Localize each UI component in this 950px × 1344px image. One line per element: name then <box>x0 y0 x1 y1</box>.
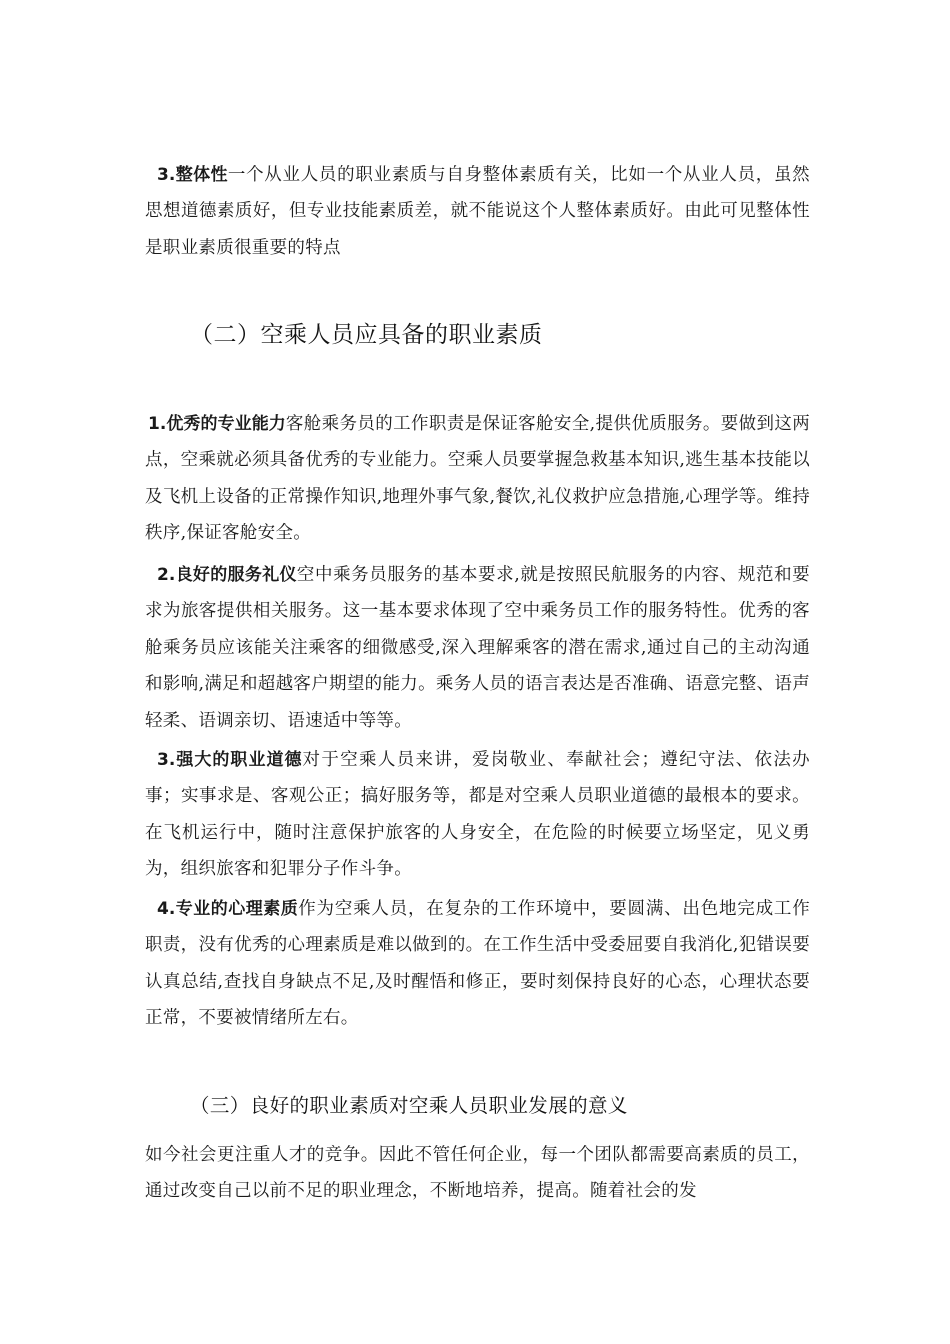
item-text: 空中乘务员服务的基本要求,就是按照民航服务的内容、规范和要求为旅客提供相关服务。这一基本要求体现了空中乘务员工作的服务特性。优秀的客舱乘务员应该能关注乘客的细微感受,深入理解乘客的潜在需求,通过自己的主动沟通和影响,满足和超越客户期望的能力。乘务人员的语言表达是否准确、语意完整、语声轻柔、语调亲切、语速适中等等。 <box>145 565 810 731</box>
item-lead: 2.良好的服务礼仪 <box>157 565 297 585</box>
item-professional-ability <box>145 406 810 552</box>
paragraph-lead: 3.整体性 <box>157 165 228 185</box>
paragraph-last <box>145 1137 810 1210</box>
item-professional-ethics <box>145 742 810 888</box>
item-lead: 4.专业的心理素质 <box>157 899 299 919</box>
item-text: 作为空乘人员，在复杂的工作环境中，要圆满、出色地完成工作职责，没有优秀的心理素质是难以做到的。在工作生活中受委屈要自我消化,犯错误要认真总结,查找自身缺点不足,及时醒悟和修正，要时刻保持良好的心态，心理状态要正常，不要被情绪所左右。 <box>145 899 810 1029</box>
paragraph-integrity <box>145 157 810 266</box>
item-text: 客舱乘务员的工作职责是保证客舱安全,提供优质服务。要做到这两点，空乘就必须具备优秀的专业能力。空乘人员要掌握急救基本知识,逃生基本技能以及飞机上设备的正常操作知识,地理外事气象,餐饮,礼仪救护应急措施,心理学等。维持秩序,保证客舱安全。 <box>145 414 810 544</box>
item-service-etiquette <box>145 557 810 739</box>
section-two-heading: （二）空乘人员应具备的职业素质 <box>190 322 543 348</box>
section-three-heading: （三）良好的职业素质对空乘人员职业发展的意义 <box>190 1094 628 1117</box>
item-text: 对于空乘人员来讲，爱岗敬业、奉献社会；遵纪守法、依法办事；实事求是、客观公正；搞好服务等，都是对空乘人员职业道德的最根本的要求。在飞机运行中，随时注意保护旅客的人身安全，在危险的时候要立场坚定，见义勇为，组织旅客和犯罪分子作斗争。 <box>145 750 810 880</box>
paragraph-text: 一个从业人员的职业素质与自身整体素质有关，比如一个从业人员，虽然思想道德素质好，但专业技能素质差，就不能说这个人整体素质好。由此可见整体性是职业素质很重要的特点 <box>145 165 810 258</box>
item-lead: 3.强大的职业道德 <box>157 750 303 770</box>
item-psychological-quality <box>145 891 810 1037</box>
paragraph-text: 如今社会更注重人才的竞争。因此不管任何企业，每一个团队都需要高素质的员工，通过改变自己以前不足的职业理念，不断地培养，提高。随着社会的发 <box>145 1145 810 1202</box>
item-lead: 1.优秀的专业能力 <box>148 414 286 434</box>
